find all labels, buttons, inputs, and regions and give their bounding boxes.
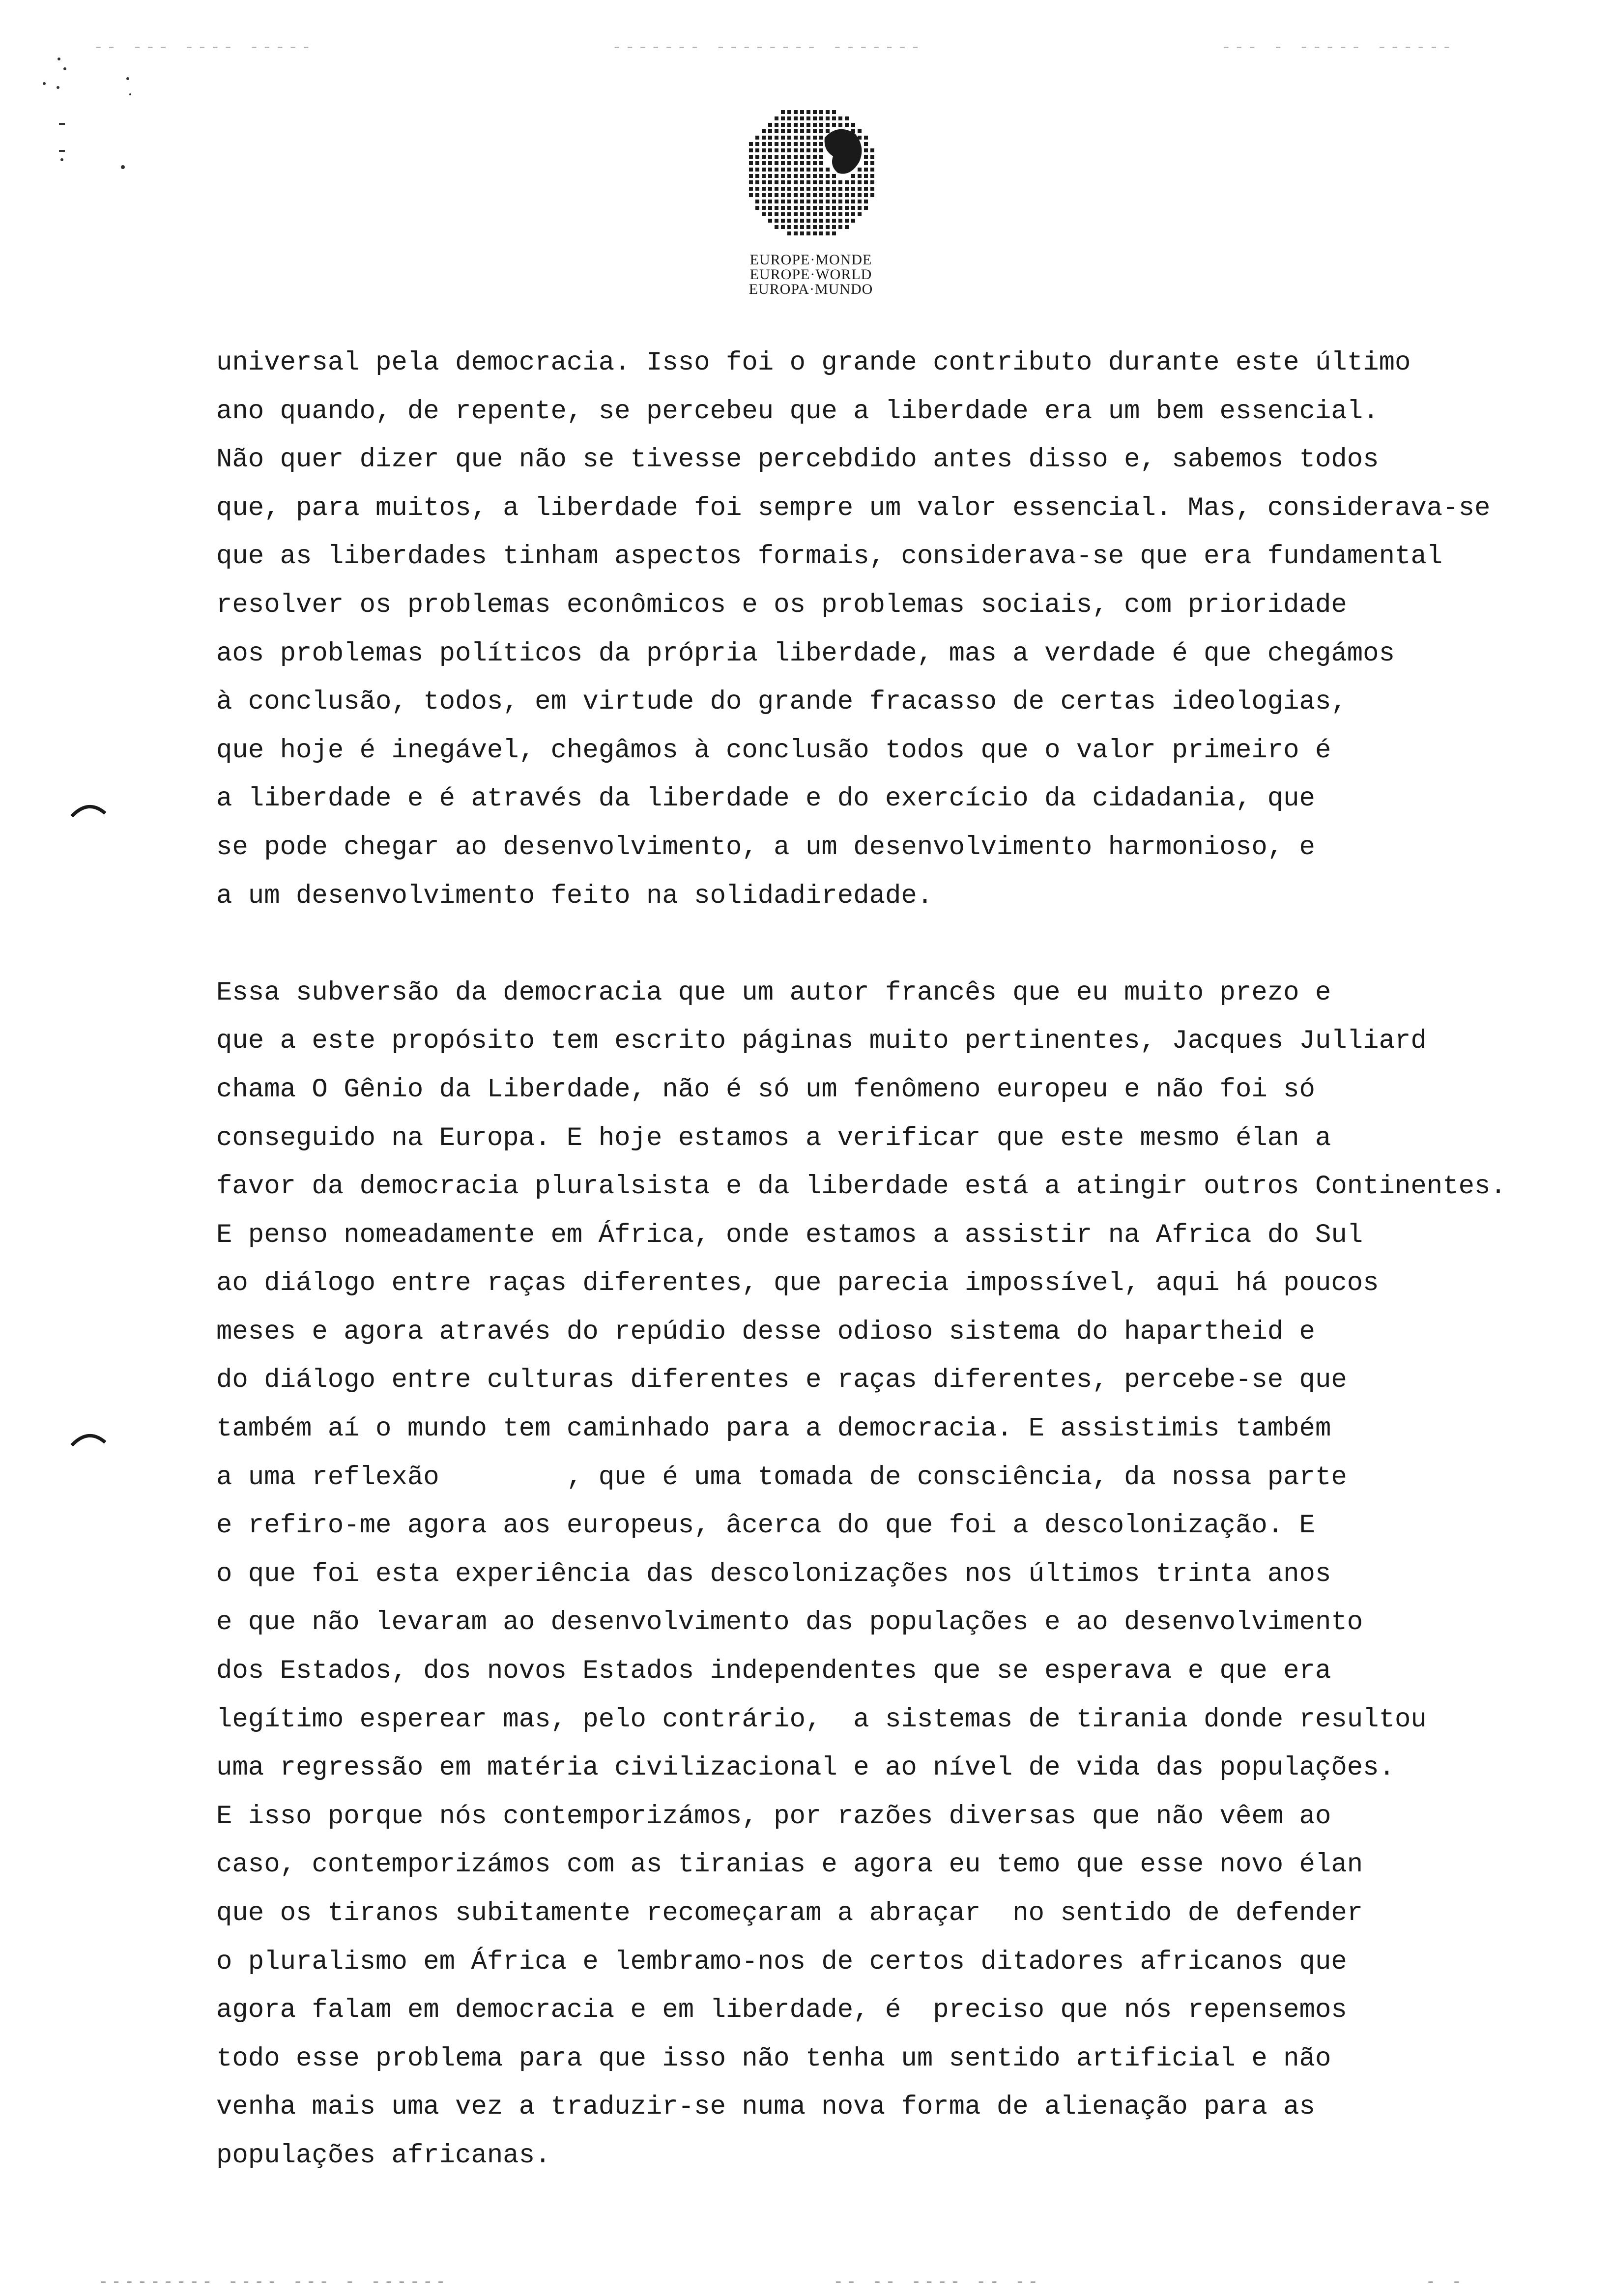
logo-line-europa-mundo: EUROPA·MUNDO [748, 281, 873, 297]
text-line: que os tiranos subitamente recomeçaram a abraçar no sentido de defender [216, 1898, 1363, 1928]
text-line: que hoje é inegável, chegâmos à conclusão todos que o valor primeiro é [216, 735, 1331, 766]
text-line: resolver os problemas econômicos e os problemas sociais, com prioridade [216, 590, 1347, 620]
europe-world-globe-icon [737, 103, 885, 246]
text-line: Não quer dizer que não se tivesse percebdido antes disso e, sabemos todos [216, 445, 1379, 475]
text-line: favor da democracia pluralsista e da liberdade está a atingir outros Continentes. [216, 1172, 1506, 1202]
text-line: venha mais uma vez a traduzir-se numa nova forma de alienação para as [216, 2092, 1315, 2123]
punch-hole-mark [69, 799, 108, 818]
text-line: à conclusão, todos, em virtude do grande fracasso de certas ideologias, [216, 687, 1347, 718]
text-line: e refiro-me agora aos europeus, âcerca do que foi a descolonização. E [216, 1511, 1315, 1541]
paragraph-gap [216, 920, 1573, 969]
punch-hole-mark [69, 1428, 108, 1447]
text-line: a liberdade e é através da liberdade e do exercício da cidadania, que [216, 784, 1315, 814]
paragraph-democracy-freedom [216, 339, 1573, 920]
text-line: populações africanas. [216, 2140, 551, 2171]
text-line: todo esse problema para que isso não tenha um sentido artificial e não [216, 2043, 1331, 2074]
text-line: E penso nomeadamente em África, onde estamos a assistir na Africa do Sul [216, 1220, 1363, 1250]
fax-footer-right: - - [1425, 2273, 1465, 2292]
text-line: a uma reflexão , que é uma tomada de consciência, da nossa parte [216, 1462, 1347, 1492]
fax-header-right: --- - ----- ------ [1221, 39, 1455, 57]
text-line: e que não levaram ao desenvolvimento das populações e ao desenvolvimento [216, 1607, 1363, 1638]
text-line: que as liberdades tinham aspectos formais, considerava-se que era fundamental [216, 542, 1443, 572]
text-line: chama O Gênio da Liberdade, não é só um fenômeno europeu e não foi só [216, 1074, 1315, 1105]
text-line: também aí o mundo tem caminhado para a democracia. E assistimis também [216, 1414, 1331, 1444]
text-line: uma regressão em matéria civilizacional e ao nível de vida das populações. [216, 1753, 1395, 1783]
text-line: do diálogo entre culturas diferentes e raças diferentes, percebe-se que [216, 1365, 1347, 1396]
fax-footer-middle: -- -- ---- -- -- [833, 2273, 1041, 2292]
fax-header-left: -- --- ---- ----- [93, 39, 314, 57]
text-line: universal pela democracia. Isso foi o grande contributo durante este último [216, 348, 1411, 378]
text-line: se pode chegar ao desenvolvimento, a um desenvolvimento harmonioso, e [216, 832, 1315, 862]
text-line: que a este propósito tem escrito páginas muito pertinentes, Jacques Julliard [216, 1026, 1427, 1057]
fax-header-middle: ------- -------- ------- [611, 39, 923, 57]
scan-specks [29, 49, 147, 187]
text-line: dos Estados, dos novos Estados independentes que se esperava e que era [216, 1656, 1331, 1687]
text-line: aos problemas políticos da própria liberdade, mas a verdade é que chegámos [216, 638, 1395, 669]
text-line: legítimo esperear mas, pelo contrário, a sistemas de tirania donde resultou [216, 1704, 1427, 1735]
logo-line-europe-monde: EUROPE·MONDE [749, 252, 872, 268]
text-line: o que foi esta experiência das descolonizações nos últimos trinta anos [216, 1559, 1331, 1589]
text-line: que, para muitos, a liberdade foi sempre um valor essencial. Mas, considerava-se [216, 493, 1491, 523]
text-line: caso, contemporizámos com as tiranias e agora eu temo que esse novo élan [216, 1850, 1363, 1880]
text-line: Essa subversão da democracia que um autor francês que eu muito prezo e [216, 977, 1331, 1008]
text-line: meses e agora através do repúdio desse odioso sistema do hapartheid e [216, 1317, 1315, 1347]
paragraph-africa-decolonization [216, 969, 1573, 2181]
text-line: conseguido na Europa. E hoje estamos a verificar que este mesmo élan a [216, 1123, 1331, 1153]
text-line: a um desenvolvimento feito na solidadiredade. [216, 881, 933, 911]
fax-transmission-header [93, 38, 1455, 58]
fax-transmission-footer [98, 2273, 1465, 2293]
text-line: E isso porque nós contemporizámos, por razões diversas que não vêem ao [216, 1801, 1331, 1832]
text-line: o pluralismo em África e lembramo-nos de certos ditadores africanos que [216, 1947, 1347, 1977]
europe-monde-logo [732, 103, 890, 297]
logo-line-europe-world: EUROPE·WORLD [749, 266, 872, 283]
fax-footer-left: --------- ---- --- - ------ [98, 2273, 449, 2292]
document-body [216, 339, 1573, 2181]
logo-caption [732, 253, 890, 297]
text-line: ao diálogo entre raças diferentes, que parecia impossível, aqui há poucos [216, 1268, 1379, 1299]
text-line: ano quando, de repente, se percebeu que a liberdade era um bem essencial. [216, 396, 1379, 427]
text-line: agora falam em democracia e em liberdade, é preciso que nós repensemos [216, 1995, 1347, 2026]
